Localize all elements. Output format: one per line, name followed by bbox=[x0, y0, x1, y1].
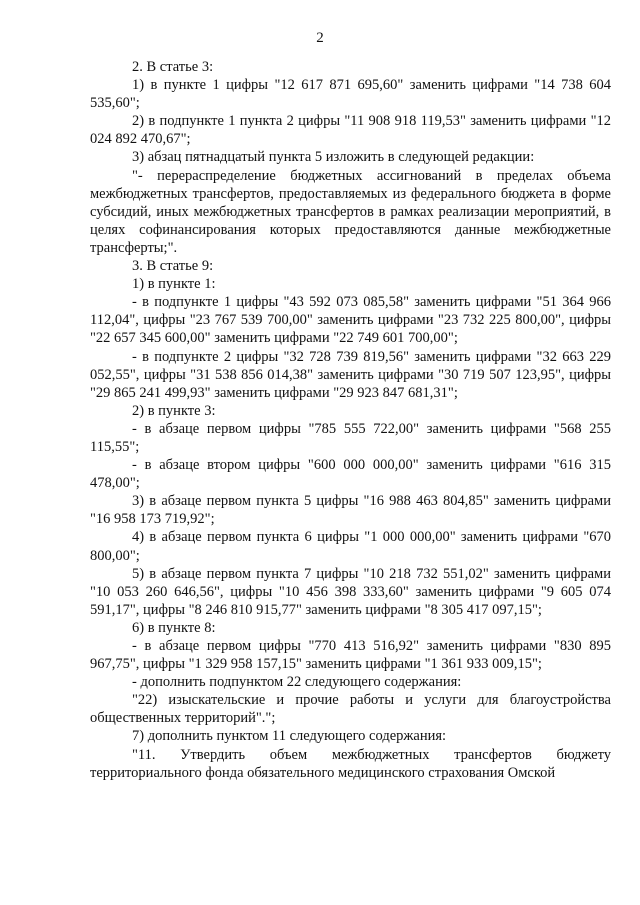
paragraph-art9-item6-add22: - дополнить подпунктом 22 следующего содержания: bbox=[132, 674, 462, 691]
paragraph-art9-item7-quote: "11. Утвердить объем межбюджетных трансфертов бюджету территориального фонда обязательного медицинского страхования Омской bbox=[90, 746, 611, 781]
paragraph-art9-item6-first: - в абзаце первом цифры "770 413 516,92" заменить цифрами "830 895 967,75", цифры "1 329 958 157,15" заменить цифрами "1 361 933 009,15"; bbox=[90, 638, 611, 673]
paragraph-art9-item2: 2) в пункте 3: bbox=[132, 402, 216, 419]
paragraph-art9-item2-first: - в абзаце первом цифры "785 555 722,00" заменить цифрами "568 255 115,55"; bbox=[90, 420, 611, 455]
paragraph-art9-item5: 5) в абзаце первом пункта 7 цифры "10 218 732 551,02" заменить цифрами "10 053 260 646,56", цифры "10 456 398 333,60" заменить цифрами "9 605 074 591,17", цифры "8 246 810 915,77" заменить цифрами "8 305 417 097,15"; bbox=[90, 565, 611, 618]
paragraph-art3-item2: 2) в подпункте 1 пункта 2 цифры "11 908 918 119,53" заменить цифрами "12 024 892 470,67"; bbox=[90, 113, 611, 148]
paragraph-article-9-heading: 3. В статье 9: bbox=[132, 258, 214, 275]
paragraph-art9-item1-sub1: - в подпункте 1 цифры "43 592 073 085,58" заменить цифрами "51 364 966 112,04", цифры "23 767 539 700,00" заменить цифрами "23 732 225 800,00", цифры "22 657 345 600,00" заменить цифрами "22 749 601 700,00"; bbox=[90, 294, 611, 347]
paragraph-art9-item3: 3) в абзаце первом пункта 5 цифры "16 988 463 804,85" заменить цифрами "16 958 173 719,92"; bbox=[90, 493, 611, 528]
paragraph-art3-item3: 3) абзац пятнадцатый пункта 5 изложить в следующей редакции: bbox=[132, 149, 535, 166]
paragraph-art9-item2-second: - в абзаце втором цифры "600 000 000,00" заменить цифрами "616 315 478,00"; bbox=[90, 457, 611, 492]
paragraph-art9-item4: 4) в абзаце первом пункта 6 цифры "1 000 000,00" заменить цифрами "670 800,00"; bbox=[90, 529, 611, 564]
paragraph-art9-item6: 6) в пункте 8: bbox=[132, 619, 216, 636]
paragraph-art9-item1: 1) в пункте 1: bbox=[132, 276, 216, 293]
paragraph-art3-item3-quote: "- перераспределение бюджетных ассигнований в пределах объема межбюджетных трансфертов, предоставляемых из федерального бюджета в форме субсидий, иных межбюджетных трансфертов в рамках реализации мероприятий, в целях софинансирования которых предоставляются данные межбюджетные трансферты;". bbox=[90, 167, 611, 256]
document-body bbox=[90, 58, 611, 782]
paragraph-art3-item1: 1) в пункте 1 цифры "12 617 871 695,60" заменить цифрами "14 738 604 535,60"; bbox=[90, 77, 611, 112]
page-number: 2 bbox=[316, 30, 324, 46]
paragraph-art9-item6-add22-quote: "22) изыскательские и прочие работы и услуги для благоустройства общественных территорий"."; bbox=[90, 692, 611, 727]
paragraph-art9-item7: 7) дополнить пунктом 11 следующего содержания: bbox=[132, 728, 447, 745]
paragraph-article-3-heading: 2. В статье 3: bbox=[132, 59, 214, 75]
paragraph-art9-item1-sub2: - в подпункте 2 цифры "32 728 739 819,56" заменить цифрами "32 663 229 052,55", цифры "31 538 856 014,38" заменить цифрами "30 719 507 123,95", цифры "29 865 241 499,93" заменить цифрами "29 923 847 681,31"; bbox=[90, 348, 611, 401]
